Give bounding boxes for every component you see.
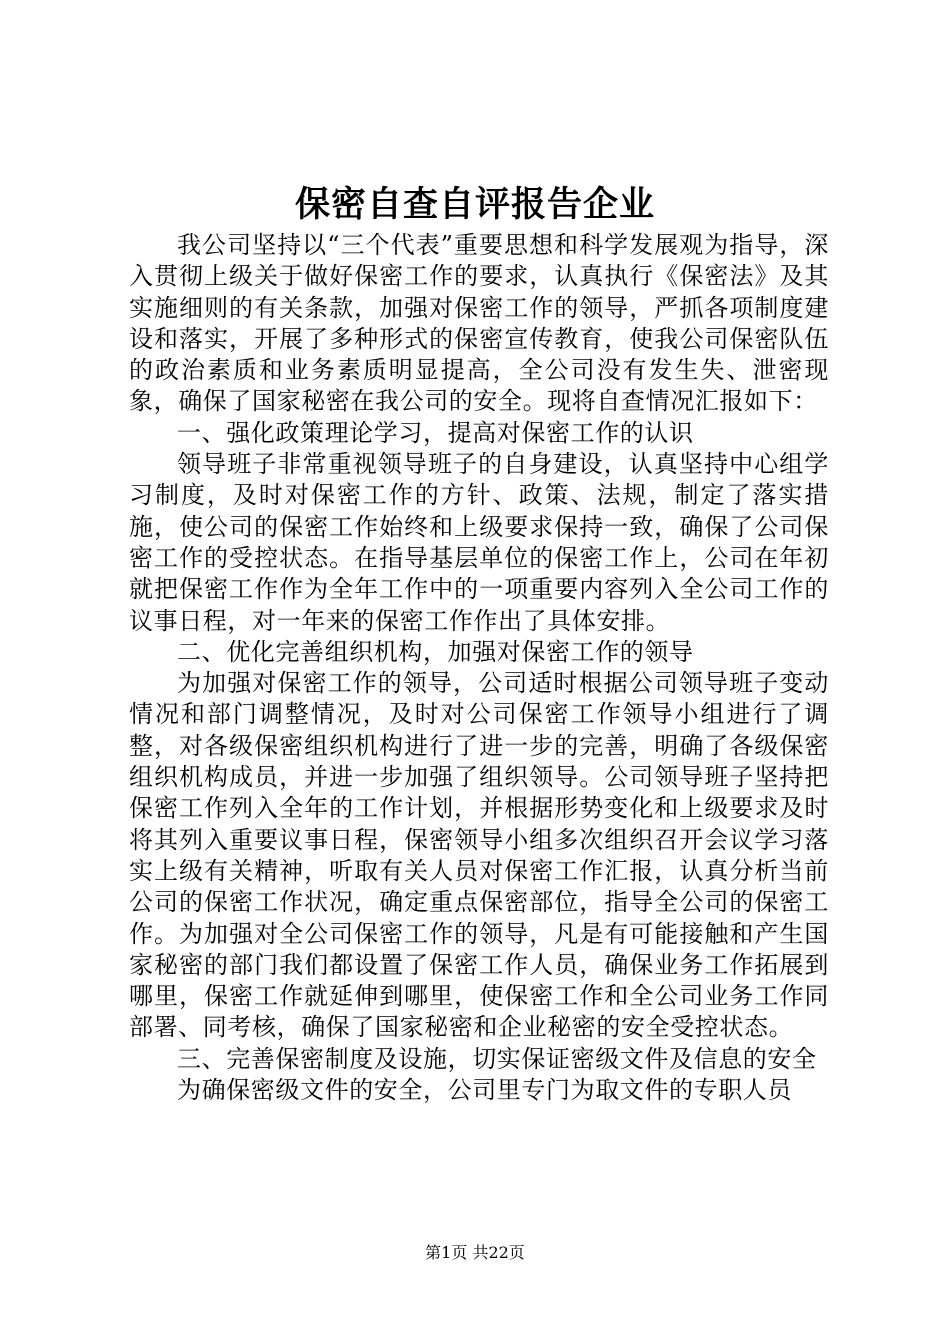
document-title: 保密自查自评报告企业 [294, 184, 655, 225]
section-heading-2: 二、优化完善组织机构，加强对保密工作的领导 [177, 637, 694, 666]
section-heading-3: 三、完善保密制度及设施，切实保证密级文件及信息的安全 [177, 1044, 817, 1073]
section-2-paragraph: 为加强对保密工作的领导，公司适时根据公司领导班子变动情况和部门调整情况，及时对公司保密工作领导小组进行了调整，对各级保密组织机构进行了进一步的完善，明确了各级保密组织机构成员，并进一步加强了组织领导。公司领导班子坚持把保密工作列入全年的工作计划，并根据形势变化和上级要求及时将其列入重要议事日程，保密领导小组多次组织召开会议学习落实上级有关精神，听取有关人员对保密工作汇报，认真分析当前公司的保密工作状况，确定重点保密部位，指导全公司的保密工作。为加强对全公司保密工作的领导，凡是有可能接触和产生国家秘密的部门我们都设置了保密工作人员，确保业务工作拓展到哪里，保密工作就延伸到哪里，使保密工作和全公司业务工作同部署、同考核，确保了国家秘密和企业秘密的安全受控状态。 [129, 669, 829, 1042]
document-body [129, 230, 829, 1106]
intro-paragraph: 我公司坚持以“三个代表”重要思想和科学发展观为指导，深入贯彻上级关于做好保密工作的要求，认真执行《保密法》及其实施细则的有关条款，加强对保密工作的领导，严抓各项制度建设和落实，开展了多种形式的保密宣传教育，使我公司保密队伍的政治素质和业务素质明显提高，全公司没有发生失、泄密现象，确保了国家秘密在我公司的安全。现将自查情况汇报如下： [129, 231, 829, 416]
section-1-paragraph: 领导班子非常重视领导班子的自身建设，认真坚持中心组学习制度，及时对保密工作的方针、政策、法规，制定了落实措施，使公司的保密工作始终和上级要求保持一致，确保了公司保密工作的受控状态。在指导基层单位的保密工作上，公司在年初就把保密工作作为全年工作中的一项重要内容列入全公司工作的议事日程，对一年来的保密工作作出了具体安排。 [129, 450, 829, 635]
section-3-paragraph: 为确保密级文件的安全，公司里专门为取文件的专职人员 [177, 1076, 792, 1105]
section-heading-1: 一、强化政策理论学习，提高对保密工作的认识 [177, 418, 694, 447]
page-number-footer: 第1页 共22页 [425, 1243, 525, 1262]
